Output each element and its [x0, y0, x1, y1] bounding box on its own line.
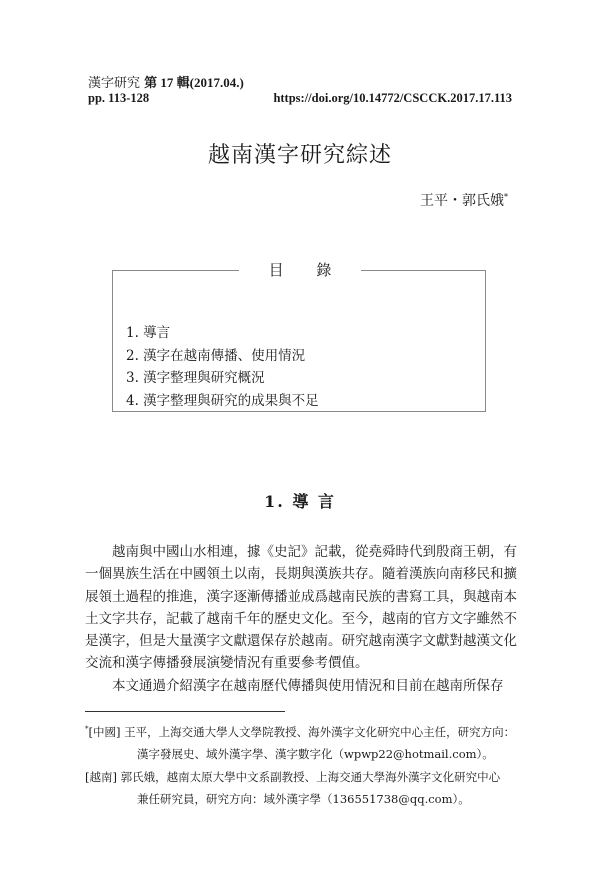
article-title: 越南漢字研究綜述 — [207, 143, 392, 168]
article-authors — [420, 190, 508, 210]
page-range: pp. 113-128 — [88, 91, 150, 105]
journal-issue: 第 17 輯(2017.04.) — [144, 75, 244, 90]
footnote-divider — [85, 711, 285, 712]
footnote-2-line-2: 兼任研究員，研究方向：域外漢字學（136551738@qq.com）。 — [137, 792, 470, 806]
section-heading: 1. 導 言 — [264, 492, 336, 511]
toc-title-wrap — [0, 259, 600, 280]
footnote-mark: * — [85, 725, 89, 733]
toc-item: 1. 導言 — [126, 325, 171, 341]
toc-item: 4. 漢字整理與研究的成果與不足 — [126, 392, 319, 409]
body-text — [85, 541, 517, 697]
footnote-2 — [85, 766, 525, 810]
author-names: 王平・郭氏娥 — [420, 193, 504, 209]
toc-item: 2. 漢字在越南傳播、使用情況 — [126, 347, 306, 364]
doi-link[interactable]: https://doi.org/10.14772/CSCCK.2017.17.113 — [273, 91, 512, 105]
paragraph: 本文通過介紹漢字在越南歷代傳播與使用情況和目前在越南所保存 — [112, 677, 504, 694]
footnote-2-line-1: [越南] 郭氏娥，越南太原大學中文系副教授、上海交通大學海外漢字文化研究中心 — [85, 770, 501, 784]
toc-item: 3. 漢字整理與研究概況 — [126, 370, 265, 386]
journal-name: 漢字研究 — [88, 76, 141, 91]
footnote-1-line-1: [中國] 王平，上海交通大學人文學院教授、海外漢字文化研究中心主任，研究方向： — [88, 724, 516, 739]
toc-list — [126, 322, 319, 412]
journal-header — [88, 72, 244, 91]
paragraph: 越南與中國山水相連，據《史記》記載，從堯舜時代到殷商王朝，有一個異族生活在中國領土以南，長期與漢族共存。隨着漢族向南移民和擴展領土過程的推進，漢字逐漸傳播並成爲越南民族的書寫工具，與越南本土文字共存，記載了越南千年的歷史文化。至今，越南的官方文字雖然不是漢字，但是大量漢字文獻還保存於越南。研究越南漢字文獻對越漢文化交流和漢字傳播發展演變情況有重要參考價值。 — [85, 544, 517, 672]
author-footnote-mark: * — [504, 192, 508, 202]
toc-title: 目 錄 — [239, 261, 362, 279]
footnote-1-line-2: 漢字發展史、域外漢字學、漢字數字化（wpwp22@hotmail.com）。 — [137, 746, 494, 761]
footnote-1 — [85, 718, 525, 765]
